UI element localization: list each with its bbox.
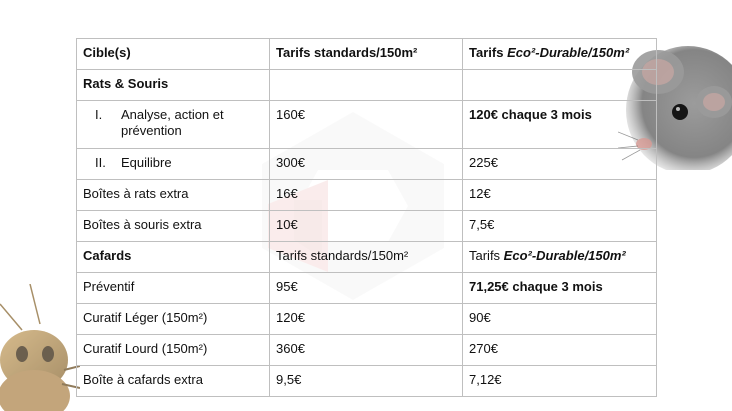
row-label: Boîte à cafards extra (77, 366, 270, 397)
roman-numeral: I. (95, 107, 103, 122)
cockroach-image (0, 284, 80, 411)
header-cible: Cible(s) (77, 39, 270, 70)
header-tarifs-eco (463, 39, 657, 70)
eco-price: 120€ chaque 3 mois (463, 101, 657, 149)
table-row (77, 101, 657, 149)
cafards-standard-header: Tarifs standards/150m² (270, 242, 463, 273)
row-label: Préventif (77, 273, 270, 304)
table-row (77, 335, 657, 366)
row-label: Curatif Lourd (150m²) (77, 335, 270, 366)
section-label-rats: Rats & Souris (77, 70, 270, 101)
eco-price: 90€ (463, 304, 657, 335)
standard-price: 160€ (270, 101, 463, 149)
row-label: Boîtes à souris extra (77, 211, 270, 242)
cafards-eco-prefix: Tarifs (469, 248, 504, 263)
roman-numeral: II. (95, 155, 106, 170)
eco-price: 12€ (463, 180, 657, 211)
eco-price: 71,25€ chaque 3 mois (463, 273, 657, 304)
standard-price: 10€ (270, 211, 463, 242)
header-tarifs-eco-prefix: Tarifs (469, 45, 508, 60)
cafards-eco-italic: Eco²-Durable/150m² (503, 248, 626, 263)
eco-price: 7,12€ (463, 366, 657, 397)
standard-price: 120€ (270, 304, 463, 335)
header-tarifs-eco-italic: Eco²-Durable/150m² (507, 45, 630, 60)
price-table (76, 38, 657, 397)
row-label: Boîtes à rats extra (77, 180, 270, 211)
table-row (77, 149, 657, 180)
table-cell (463, 70, 657, 101)
standard-price: 95€ (270, 273, 463, 304)
table-header-row (77, 39, 657, 70)
eco-price: 225€ (463, 149, 657, 180)
cafards-eco-header (463, 242, 657, 273)
table-row (77, 180, 657, 211)
standard-price: 360€ (270, 335, 463, 366)
table-row (77, 366, 657, 397)
header-tarifs-standards: Tarifs standards/150m² (270, 39, 463, 70)
standard-price: 300€ (270, 149, 463, 180)
table-row (77, 304, 657, 335)
table-row (77, 273, 657, 304)
row-label-text: Analyse, action et prévention (121, 107, 224, 138)
section-row-rats (77, 70, 657, 101)
standard-price: 16€ (270, 180, 463, 211)
section-row-cafards (77, 242, 657, 273)
row-label-text: Equilibre (121, 155, 172, 170)
section-label-cafards: Cafards (77, 242, 270, 273)
eco-price: 7,5€ (463, 211, 657, 242)
eco-price: 270€ (463, 335, 657, 366)
table-row (77, 211, 657, 242)
row-label: Curatif Léger (150m²) (77, 304, 270, 335)
table-cell (270, 70, 463, 101)
row-label (77, 149, 270, 180)
row-label (77, 101, 270, 149)
standard-price: 9,5€ (270, 366, 463, 397)
